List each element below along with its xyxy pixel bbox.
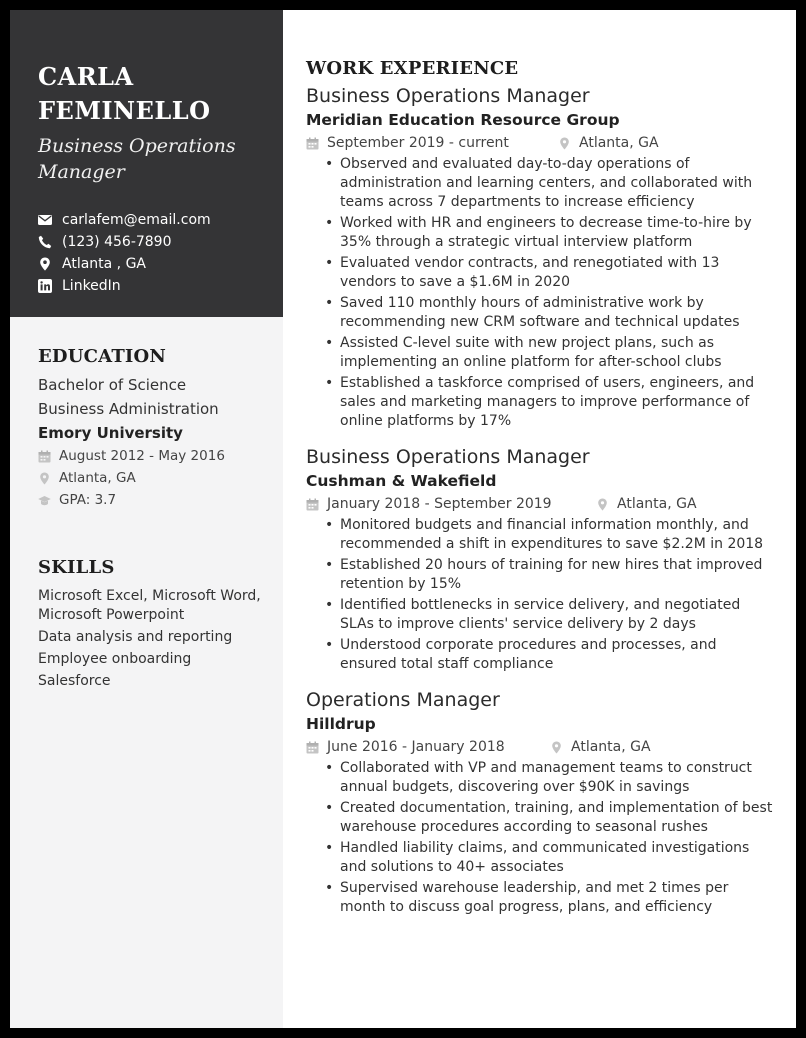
job-title: Business Operations Manager: [306, 446, 590, 468]
list-item: • Monitored budgets and financial information monthly, and recommended a shift in expenditures to save $2.2M in 2018: [340, 516, 776, 554]
job-dates: September 2019 - current: [327, 135, 509, 151]
job-company: Hilldrup: [306, 715, 376, 733]
work-experience-heading: WORK EXPERIENCE: [306, 58, 519, 79]
calendar-icon: [306, 741, 319, 754]
education-degree: Bachelor of Science: [38, 376, 187, 394]
job-bullets: [306, 516, 776, 674]
contact-linkedin[interactable]: [38, 275, 278, 297]
skills-heading: SKILLS: [38, 557, 115, 578]
job-meta: [306, 131, 776, 155]
job-title: Business Operations Manager: [306, 85, 590, 107]
education-heading: EDUCATION: [38, 346, 167, 367]
list-item: • Identified bottlenecks in service delivery, and negotiated SLAs to improve clients' service delivery by 2 days: [340, 596, 776, 634]
contact-phone[interactable]: [38, 231, 278, 253]
map-pin-icon: [596, 498, 609, 511]
map-pin-icon: [38, 472, 51, 485]
resume-page: [10, 10, 796, 1028]
list-item: • Supervised warehouse leadership, and met 2 times per month to discuss goal progress, plans, and efficiency: [340, 879, 776, 917]
contact-phone-text: (123) 456-7890: [62, 234, 172, 250]
list-item: • Worked with HR and engineers to decrease time-to-hire by 35% through a strategic virtual interview platform: [340, 214, 776, 252]
education-gpa-text: GPA: 3.7: [59, 492, 117, 508]
calendar-icon: [306, 137, 319, 150]
list-item: • Observed and evaluated day-to-day operations of administration and learning centers, and collaborated with teams across 7 departments to increase efficiency: [340, 155, 776, 212]
candidate-name: CARLA FEMINELLO: [38, 62, 211, 125]
job-location: Atlanta, GA: [571, 739, 651, 755]
graduation-cap-icon: [38, 494, 51, 507]
list-item: • Assisted C-level suite with new project plans, such as implementing an online platform for after-school clubs: [340, 334, 776, 372]
list-item: • Established 20 hours of training for new hires that improved retention by 15%: [340, 556, 776, 594]
list-item: • Understood corporate procedures and processes, and ensured total staff compliance: [340, 636, 776, 674]
job-meta: [306, 735, 776, 759]
list-item: • Established a taskforce comprised of users, engineers, and sales and marketing managers to improve performance of online platforms by 17%: [340, 374, 776, 431]
education-field: Business Administration: [38, 400, 219, 418]
contact-email-text: carlafem@email.com: [62, 212, 211, 228]
job-company: Meridian Education Resource Group: [306, 111, 620, 129]
education-location-text: Atlanta, GA: [59, 470, 136, 486]
job-bullets: [306, 759, 776, 917]
job-dates: January 2018 - September 2019: [327, 496, 552, 512]
skill-item: Microsoft Excel, Microsoft Word, Microsoft Powerpoint: [38, 588, 261, 623]
job-dates: June 2016 - January 2018: [327, 739, 505, 755]
education-dates: [38, 445, 278, 467]
profile-header: [10, 10, 283, 317]
calendar-icon: [306, 498, 319, 511]
job-company: Cushman & Wakefield: [306, 472, 497, 490]
education-dates-text: August 2012 - May 2016: [59, 448, 225, 464]
job-title: Operations Manager: [306, 689, 500, 711]
list-item: • Evaluated vendor contracts, and renegotiated with 13 vendors to save a $1.6M in 2020: [340, 254, 776, 292]
education-location: [38, 467, 278, 489]
map-pin-icon: [558, 137, 571, 150]
calendar-icon: [38, 450, 51, 463]
job-entry: [306, 444, 776, 674]
sidebar: [10, 10, 283, 1028]
job-location: Atlanta, GA: [579, 135, 659, 151]
education-school: Emory University: [38, 424, 183, 442]
contact-list: [38, 209, 278, 297]
list-item: • Handled liability claims, and communicated investigations and solutions to 40+ associates: [340, 839, 776, 877]
job-meta: [306, 492, 776, 516]
job-entry: [306, 83, 776, 431]
job-entry: [306, 687, 776, 917]
map-pin-icon: [38, 257, 52, 271]
contact-location-text: Atlanta , GA: [62, 256, 147, 272]
map-pin-icon: [550, 741, 563, 754]
work-experience-section: [306, 58, 776, 930]
skills-section: [38, 557, 278, 694]
contact-location: [38, 253, 278, 275]
education-gpa: [38, 489, 278, 511]
linkedin-icon: [38, 279, 52, 293]
envelope-icon: [38, 213, 52, 227]
phone-icon: [38, 235, 52, 249]
list-item: • Saved 110 monthly hours of administrative work by recommending new CRM software and technical updates: [340, 294, 776, 332]
job-location: Atlanta, GA: [617, 496, 697, 512]
skill-item: Salesforce: [38, 673, 111, 689]
candidate-title: Business Operations Manager: [38, 135, 236, 183]
list-item: • Created documentation, training, and implementation of best warehouse procedures according to seasonal rushes: [340, 799, 776, 837]
skill-item: Employee onboarding: [38, 651, 192, 667]
job-bullets: [306, 155, 776, 431]
education-section: [38, 346, 278, 511]
contact-linkedin-text: LinkedIn: [62, 278, 121, 294]
skill-item: Data analysis and reporting: [38, 629, 233, 645]
contact-email[interactable]: [38, 209, 278, 231]
list-item: • Collaborated with VP and management teams to construct annual budgets, discovering over $90K in savings: [340, 759, 776, 797]
